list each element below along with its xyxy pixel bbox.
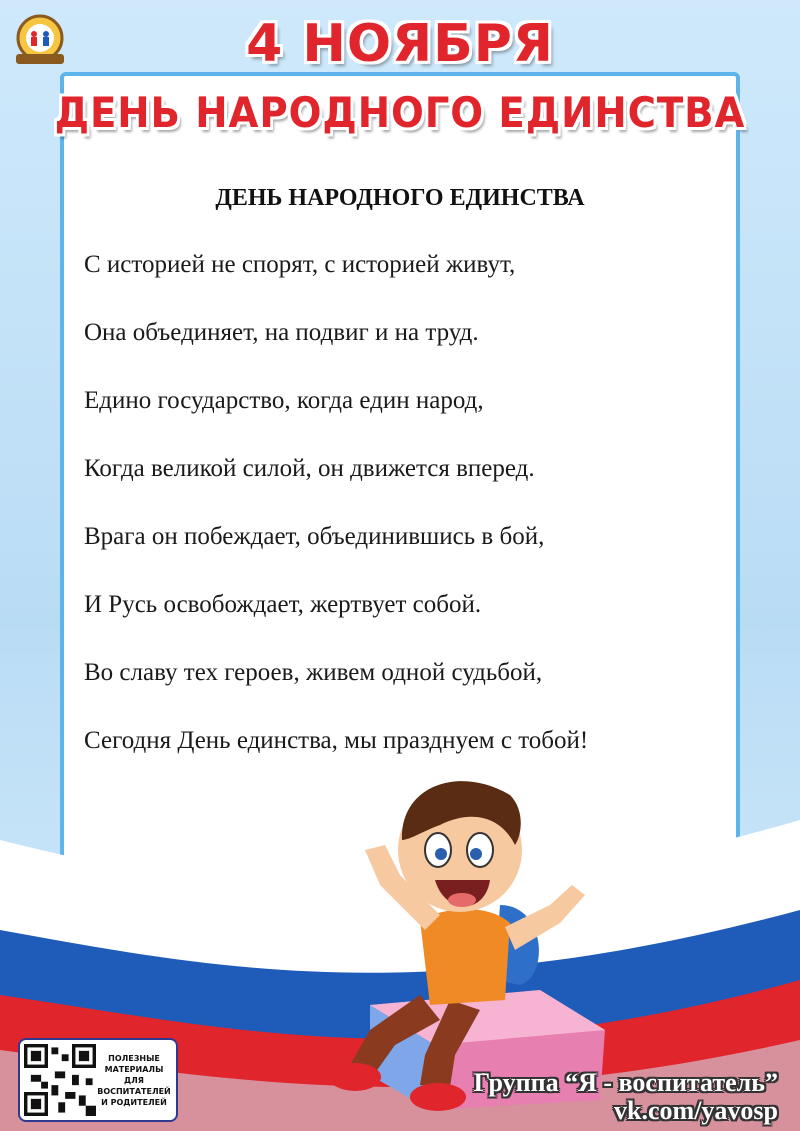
qr-caption-line: ДЛЯ	[124, 1075, 144, 1085]
boy-illustration	[310, 755, 610, 1115]
header-title: ДЕНЬ НАРОДНОГО ЕДИНСТВА	[54, 88, 746, 137]
poem-line: Когда великой силой, он движется вперед.	[84, 455, 535, 482]
poem-line: С историей не спорят, с историей живут,	[84, 251, 516, 278]
qr-block[interactable]	[18, 1038, 178, 1122]
qr-caption	[96, 1053, 172, 1108]
poem-line: Едино государство, когда един народ,	[84, 387, 484, 414]
qr-caption-line: ПОЛЕЗНЫЕ	[108, 1053, 160, 1063]
qr-caption-line: ВОСПИТАТЕЛЕЙ	[97, 1086, 171, 1096]
poem-line: И Русь освобождает, жертвует собой.	[84, 591, 482, 618]
qr-caption-line: И РОДИТЕЛЕЙ	[101, 1097, 167, 1107]
header-date: 4 НОЯБРЯ	[246, 14, 554, 74]
poem-line: Врага он побеждает, объединившись в бой,	[84, 523, 545, 550]
poem-line: Она объединяет, на подвиг и на труд.	[84, 319, 479, 346]
poem-line: Во славу тех героев, живем одной судьбой,	[84, 659, 543, 686]
group-link[interactable]: vk.com/yavosp	[614, 1096, 778, 1125]
qr-code-icon[interactable]	[24, 1044, 96, 1116]
poem-body	[84, 248, 744, 792]
poem-title: ДЕНЬ НАРОДНОГО ЕДИНСТВА	[215, 185, 585, 211]
qr-caption-line: МАТЕРИАЛЫ	[104, 1064, 164, 1074]
group-name: Группа “Я - воспитатель”	[473, 1068, 778, 1097]
poem-line: Сегодня День единства, мы празднуем с тобой!	[84, 727, 589, 754]
